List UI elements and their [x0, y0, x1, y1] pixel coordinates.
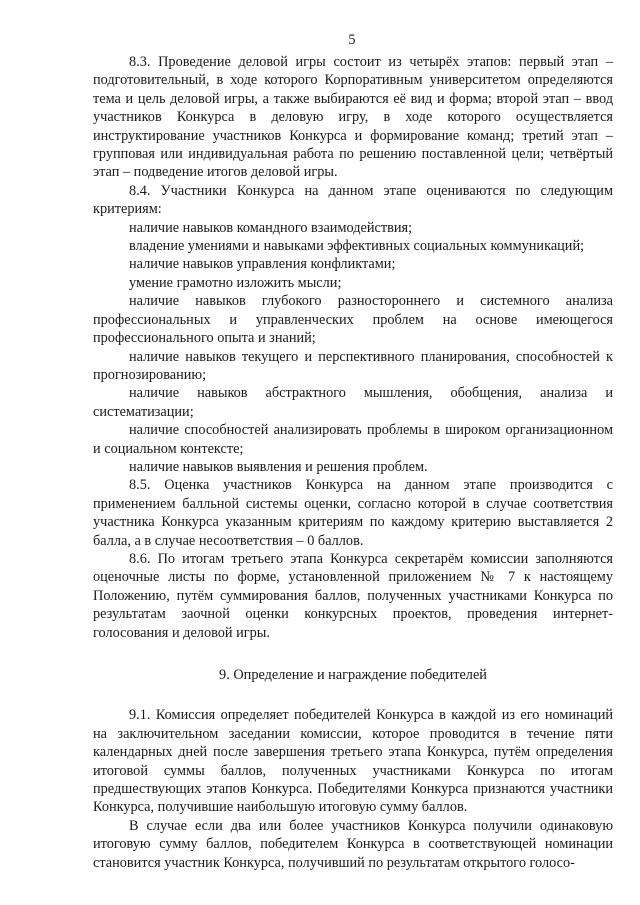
criterion-item: наличие навыков управления конфликтами;: [129, 256, 396, 273]
criterion-item: наличие навыков командного взаимодействия;: [129, 219, 413, 236]
criterion-item: владение умениями и навыками эффективных социальных коммуникаций;: [129, 238, 585, 255]
paragraph-8-5: 8.5. Оценка участников Конкурса на данном этапе производится с применением балльной системы оценки, согласно которой в случае соответствия участника Конкурса указанным критериям по каждому критерию выставляется 2 балла, а в случае несоответствия – 0 баллов.: [93, 477, 613, 549]
paragraph-8-4: 8.4. Участники Конкурса на данном этапе оцениваются по следующим критериям:: [93, 182, 613, 218]
page-number: 5: [348, 32, 356, 48]
page-content: [93, 53, 613, 872]
criterion-item: наличие навыков абстрактного мышления, обобщения, анализа и систематизации;: [93, 385, 613, 420]
criterion-item: наличие способностей анализировать проблемы в широком организационном и социальном контексте;: [93, 422, 613, 457]
paragraph-9-1-continued: В случае если два или более участников Конкурса получили одинаковую итоговую сумму баллов, победителем Конкурса в соответствующей номинации становится участник Конкурса, получивший по результатам открытого голосо-: [93, 817, 613, 871]
paragraph-9-1: 9.1. Комиссия определяет победителей Конкурса в каждой из его номинаций на заключительном заседании комиссии, которое проводится в течение пяти календарных дней после завершения третьего этапа Конкурса, путём определения итоговой суммы баллов, полученных участниками Конкурса по итогам предшествующих этапов Конкурса. Победителями Конкурса признаются участники Конкурса, получившие наибольшую итоговую сумму баллов.: [93, 707, 613, 816]
criterion-item: наличие навыков текущего и перспективного планирования, способностей к прогнозированию;: [93, 348, 613, 383]
criterion-item: умение грамотно изложить мысли;: [129, 274, 342, 291]
paragraph-8-3: 8.3. Проведение деловой игры состоит из четырёх этапов: первый этап – подготовительный, в ходе которого Корпоративным университетом определяются тема и цель деловой игры, а также выбираются её вид и форма; второй этап – ввод участников Конкурса в деловую игру, в ходе которого осуществляется инструктирование участников Конкурса и формирование команд; третий этап – групповая или индивидуальная работа по решению поставленной цели; четвёртый этап – подведение итогов деловой игры.: [93, 54, 613, 181]
criterion-item: наличие навыков выявления и решения проблем.: [129, 458, 428, 475]
criterion-item: наличие навыков глубокого разностороннего и системного анализа профессиональных и управленческих проблем на основе имеющегося профессионального опыта и знаний;: [93, 293, 613, 347]
section-9-title: 9. Определение и награждение победителей: [219, 667, 487, 683]
paragraph-8-6: 8.6. По итогам третьего этапа Конкурса секретарём комиссии заполняются оценочные листы по форме, установленной приложением № 7 к настоящему Положению, путём суммирования баллов, полученных участниками Конкурса по результатам заочной оценки конкурсных проектов, проведения интернет-голосования и деловой игры.: [93, 550, 613, 641]
